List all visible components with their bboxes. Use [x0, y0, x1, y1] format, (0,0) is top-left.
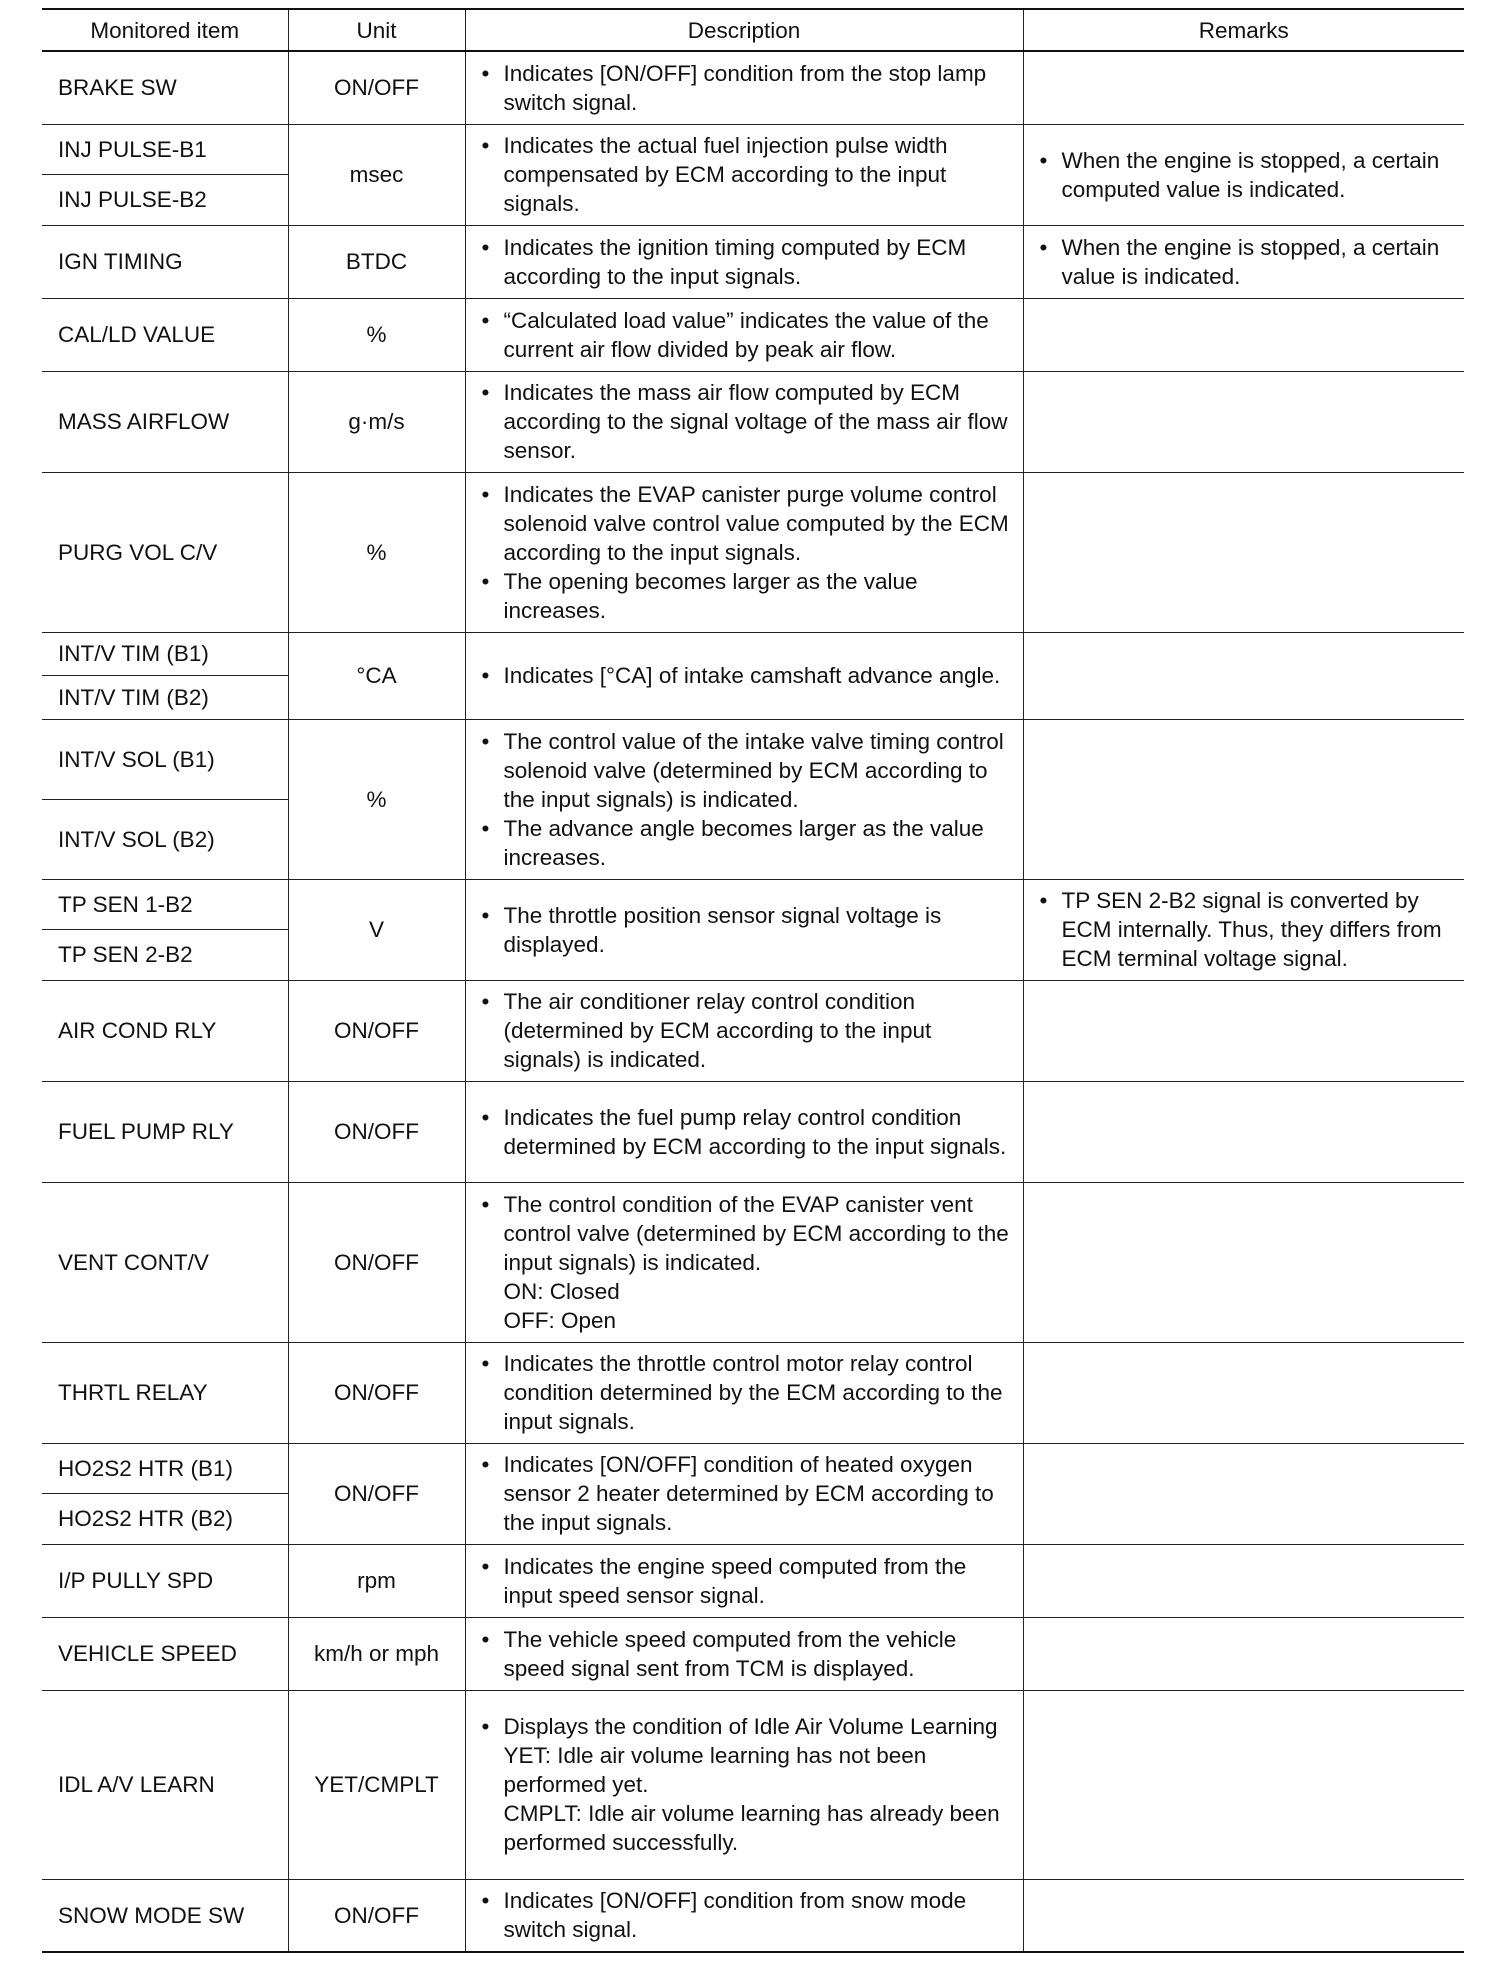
- remarks-list: [1038, 886, 1455, 973]
- monitored-item-cell: [42, 1443, 288, 1544]
- monitored-item-name: INT/V SOL (B2): [42, 799, 288, 879]
- monitored-item-cell: [42, 472, 288, 632]
- description-list: [480, 1712, 1013, 1741]
- description-bullet: • The control value of the intake valve timing control solenoid valve (determined by ECM according to the input signals) is indicated.: [480, 727, 1013, 814]
- remarks-cell: [1023, 472, 1464, 632]
- description-bullet: • The vehicle speed computed from the vehicle speed signal sent from TCM is displayed.: [480, 1625, 1013, 1683]
- description-cell: [465, 472, 1023, 632]
- monitored-item-name: TP SEN 1-B2: [58, 891, 193, 917]
- monitored-item-name: BRAKE SW: [58, 75, 177, 101]
- monitored-item-cell: [42, 1544, 288, 1617]
- description-bullet: • Indicates the ignition timing computed by ECM according to the input signals.: [480, 233, 1013, 291]
- header-monitored-item: Monitored item: [42, 9, 288, 51]
- unit-cell: g·m/s: [288, 371, 465, 472]
- monitored-item-name: VEHICLE SPEED: [58, 1641, 237, 1666]
- monitored-item-cell: [42, 1342, 288, 1443]
- remarks-cell: [1023, 1443, 1464, 1544]
- table-row: [42, 472, 1464, 632]
- description-bullet: • Indicates [ON/OFF] condition of heated oxygen sensor 2 heater determined by ECM according to the input signals.: [480, 1450, 1013, 1537]
- description-bullet: • Indicates the EVAP canister purge volume control solenoid valve control value computed by the ECM according to the input signals.: [480, 480, 1013, 567]
- monitored-item-name: IGN TIMING: [58, 249, 183, 274]
- table-row: [42, 980, 1464, 1081]
- description-cell: [465, 1081, 1023, 1182]
- description-cell: [465, 1617, 1023, 1690]
- unit-cell: ON/OFF: [288, 1081, 465, 1182]
- table-row: [42, 1182, 1464, 1342]
- remarks-cell: [1023, 1342, 1464, 1443]
- monitored-item-cell: [42, 1081, 288, 1182]
- table-row: [42, 1081, 1464, 1182]
- description-list: [480, 233, 1013, 291]
- monitored-item-cell: [42, 632, 288, 719]
- monitored-item-cell: [42, 719, 288, 879]
- description-cell: [465, 371, 1023, 472]
- monitored-item-cell: [42, 980, 288, 1081]
- table-row: [42, 719, 1464, 879]
- monitored-item-name: I/P PULLY SPD: [58, 1568, 214, 1593]
- unit-cell: ON/OFF: [288, 1342, 465, 1443]
- table-header-row: [42, 9, 1464, 51]
- description-list: [480, 901, 1013, 959]
- table-row: [42, 632, 1464, 719]
- remarks-cell: [1023, 1081, 1464, 1182]
- description-list: [480, 1552, 1013, 1610]
- description-bullet: • The advance angle becomes larger as the value increases.: [480, 814, 1013, 872]
- description-bullet: • The control condition of the EVAP canister vent control valve (determined by ECM according to the input signals) is indicated.: [480, 1190, 1013, 1277]
- remarks-cell: [1023, 1879, 1464, 1952]
- unit-cell: ON/OFF: [288, 51, 465, 124]
- monitored-item-name: THRTL RELAY: [58, 1380, 208, 1405]
- monitored-item-name: MASS AIRFLOW: [58, 409, 230, 434]
- description-cell: [465, 1182, 1023, 1342]
- monitored-item-cell: [42, 298, 288, 371]
- monitored-item-name: AIR COND RLY: [58, 1018, 217, 1043]
- monitored-item-cell: [42, 51, 288, 124]
- table-row: [42, 1342, 1464, 1443]
- description-detail: ON: Closed: [503, 1278, 620, 1304]
- monitored-item-name: INJ PULSE-B1: [58, 136, 207, 162]
- unit-cell: msec: [288, 124, 465, 225]
- monitored-item-name: IDL A/V LEARN: [58, 1772, 215, 1797]
- monitored-item-name: TP SEN 2-B2: [42, 929, 288, 980]
- description-list: [480, 131, 1013, 218]
- unit-cell: %: [288, 472, 465, 632]
- monitor-table-container: [42, 8, 1464, 1953]
- description-cell: [465, 298, 1023, 371]
- remarks-list: [1038, 146, 1455, 204]
- remarks-bullet: • When the engine is stopped, a certain value is indicated.: [1038, 233, 1455, 291]
- description-cell: [465, 879, 1023, 980]
- description-list: [480, 1190, 1013, 1277]
- monitored-item-name: HO2S2 HTR (B1): [58, 1455, 234, 1481]
- description-list: [480, 59, 1013, 117]
- monitored-item-cell: [42, 1879, 288, 1952]
- description-bullet: • Indicates the actual fuel injection pulse width compensated by ECM according to the input signals.: [480, 131, 1013, 218]
- table-row: [42, 51, 1464, 124]
- description-cell: [465, 124, 1023, 225]
- unit-cell: ON/OFF: [288, 1443, 465, 1544]
- remarks-cell: [1023, 298, 1464, 371]
- unit-cell: V: [288, 879, 465, 980]
- unit-cell: km/h or mph: [288, 1617, 465, 1690]
- remarks-cell: [1023, 1544, 1464, 1617]
- description-list: [480, 987, 1013, 1074]
- remarks-bullet: • TP SEN 2-B2 signal is converted by ECM internally. Thus, they differs from ECM terminal voltage signal.: [1038, 886, 1455, 973]
- table-row: [42, 1617, 1464, 1690]
- description-list: [480, 1450, 1013, 1537]
- remarks-cell: [1023, 124, 1464, 225]
- table-row: [42, 1690, 1464, 1879]
- description-bullet: • Displays the condition of Idle Air Volume Learning: [480, 1712, 1013, 1741]
- table-row: [42, 1879, 1464, 1952]
- description-bullet: • The throttle position sensor signal voltage is displayed.: [480, 901, 1013, 959]
- monitored-item-cell: [42, 124, 288, 225]
- monitored-item-name: INT/V SOL (B1): [58, 746, 215, 772]
- table-row: [42, 879, 1464, 980]
- description-list: [480, 1103, 1013, 1161]
- description-cell: [465, 1879, 1023, 1952]
- monitored-item-name: PURG VOL C/V: [58, 539, 218, 565]
- remarks-list: [1038, 233, 1455, 291]
- unit-cell: BTDC: [288, 225, 465, 298]
- description-bullet: • Indicates the engine speed computed from the input speed sensor signal.: [480, 1552, 1013, 1610]
- unit-cell: ON/OFF: [288, 1879, 465, 1952]
- description-bullet: • The air conditioner relay control condition (determined by ECM according to the input signals) is indicated.: [480, 987, 1013, 1074]
- remarks-cell: [1023, 1182, 1464, 1342]
- description-list: [480, 378, 1013, 465]
- description-detail: CMPLT: Idle air volume learning has already been performed successfully.: [503, 1801, 1000, 1855]
- description-cell: [465, 1544, 1023, 1617]
- remarks-cell: [1023, 225, 1464, 298]
- description-cell: [465, 719, 1023, 879]
- description-cell: [465, 1342, 1023, 1443]
- monitored-item-cell: [42, 1182, 288, 1342]
- description-list: [480, 1625, 1013, 1683]
- description-bullet: • Indicates the throttle control motor relay control condition determined by the ECM according to the input signals.: [480, 1349, 1013, 1436]
- table-row: [42, 124, 1464, 225]
- monitored-item-cell: [42, 225, 288, 298]
- monitored-item-name: HO2S2 HTR (B2): [42, 1493, 288, 1544]
- description-bullet: • Indicates [ON/OFF] condition from the stop lamp switch signal.: [480, 59, 1013, 117]
- description-bullet: • Indicates the fuel pump relay control condition determined by ECM according to the input signals.: [480, 1103, 1013, 1161]
- monitored-items-table: [42, 8, 1464, 1953]
- description-detail: OFF: Open: [503, 1307, 617, 1333]
- description-cell: [465, 1443, 1023, 1544]
- unit-cell: ON/OFF: [288, 980, 465, 1081]
- remarks-cell: [1023, 371, 1464, 472]
- monitored-item-name: FUEL PUMP RLY: [58, 1119, 234, 1144]
- unit-cell: YET/CMPLT: [288, 1690, 465, 1879]
- description-list: [480, 306, 1013, 364]
- description-bullet: • “Calculated load value” indicates the value of the current air flow divided by peak air flow.: [480, 306, 1013, 364]
- description-cell: [465, 51, 1023, 124]
- monitored-item-cell: [42, 1690, 288, 1879]
- header-unit: Unit: [288, 9, 465, 51]
- monitored-item-cell: [42, 879, 288, 980]
- description-cell: [465, 1690, 1023, 1879]
- table-row: [42, 225, 1464, 298]
- unit-cell: %: [288, 298, 465, 371]
- description-list: [480, 1886, 1013, 1944]
- description-list: [480, 727, 1013, 872]
- remarks-cell: [1023, 879, 1464, 980]
- remarks-cell: [1023, 632, 1464, 719]
- remarks-cell: [1023, 51, 1464, 124]
- monitored-item-name: SNOW MODE SW: [58, 1902, 245, 1928]
- description-list: [480, 1349, 1013, 1436]
- remarks-cell: [1023, 980, 1464, 1081]
- remarks-bullet: • When the engine is stopped, a certain computed value is indicated.: [1038, 146, 1455, 204]
- description-list: [480, 661, 1013, 690]
- unit-cell: ON/OFF: [288, 1182, 465, 1342]
- description-cell: [465, 632, 1023, 719]
- description-detail: YET: Idle air volume learning has not been performed yet.: [503, 1743, 927, 1797]
- remarks-cell: [1023, 1690, 1464, 1879]
- description-bullet: • Indicates the mass air flow computed by ECM according to the signal voltage of the mass air flow sensor.: [480, 378, 1013, 465]
- unit-cell: %: [288, 719, 465, 879]
- unit-cell: rpm: [288, 1544, 465, 1617]
- description-bullet: • Indicates [ON/OFF] condition from snow mode switch signal.: [480, 1886, 1013, 1944]
- monitored-item-name: INT/V TIM (B2): [42, 675, 288, 719]
- monitored-item-name: INJ PULSE-B2: [42, 174, 288, 225]
- monitored-item-cell: [42, 371, 288, 472]
- table-row: [42, 371, 1464, 472]
- table-row: [42, 1544, 1464, 1617]
- table-row: [42, 298, 1464, 371]
- monitored-item-name: INT/V TIM (B1): [58, 641, 209, 667]
- monitored-item-name: VENT CONT/V: [58, 1249, 209, 1275]
- monitored-item-name: CAL/LD VALUE: [58, 322, 216, 347]
- remarks-cell: [1023, 719, 1464, 879]
- description-bullet: • Indicates [°CA] of intake camshaft advance angle.: [480, 661, 1013, 690]
- table-row: [42, 1443, 1464, 1544]
- header-description: Description: [465, 9, 1023, 51]
- header-remarks: Remarks: [1023, 9, 1464, 51]
- description-list: [480, 480, 1013, 625]
- description-cell: [465, 980, 1023, 1081]
- description-cell: [465, 225, 1023, 298]
- monitored-item-cell: [42, 1617, 288, 1690]
- description-bullet: • The opening becomes larger as the value increases.: [480, 567, 1013, 625]
- unit-cell: °CA: [288, 632, 465, 719]
- remarks-cell: [1023, 1617, 1464, 1690]
